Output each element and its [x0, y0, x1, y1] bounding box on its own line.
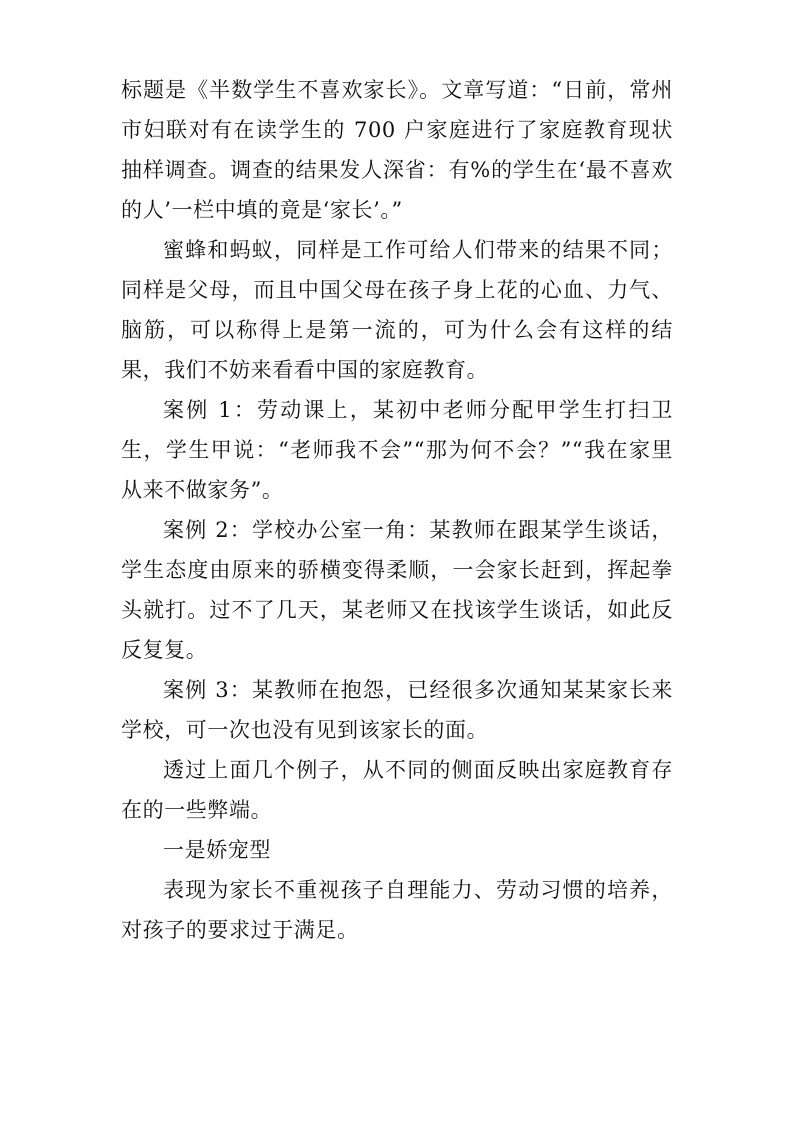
paragraph-case-1: 案例 1：劳动课上，某初中老师分配甲学生打扫卫生，学生甲说：“老师我不会”“那为何不会？”“我在家里从来不做家务”。 [121, 398, 673, 502]
paragraph-type-1-description: 表现为家长不重视孩子自理能力、劳动习惯的培养，对孩子的要求过于满足。 [121, 878, 673, 942]
paragraph-case-2: 案例 2：学校办公室一角：某教师在跟某学生谈话，学生态度由原来的骄横变得柔顺，一会家长赶到，挥起拳头就打。过不了几天，某老师又在找该学生谈话，如此反反复复。 [121, 518, 673, 662]
paragraph-summary: 透过上面几个例子，从不同的侧面反映出家庭教育存在的一些弊端。 [121, 758, 673, 822]
paragraph-case-3: 案例 3：某教师在抱怨，已经很多次通知某某家长来学校，可一次也没有见到该家长的面。 [121, 678, 673, 742]
paragraph-bees-ants: 蜜蜂和蚂蚁，同样是工作可给人们带来的结果不同；同样是父母，而且中国父母在孩子身上花的心血、力气、脑筋，可以称得上是第一流的，可为什么会有这样的结果，我们不妨来看看中国的家庭教育。 [121, 238, 673, 382]
paragraph-intro: 标题是《半数学生不喜欢家长》。文章写道：“日前，常州市妇联对有在读学生的 700 户家庭进行了家庭教育现状抽样调查。调查的结果发人深省：有%的学生在‘最不喜欢的人’一栏中填的竟是‘家长’。” [121, 78, 673, 222]
document-body [121, 70, 673, 950]
paragraph-heading-type-1: 一是娇宠型 [163, 838, 271, 862]
